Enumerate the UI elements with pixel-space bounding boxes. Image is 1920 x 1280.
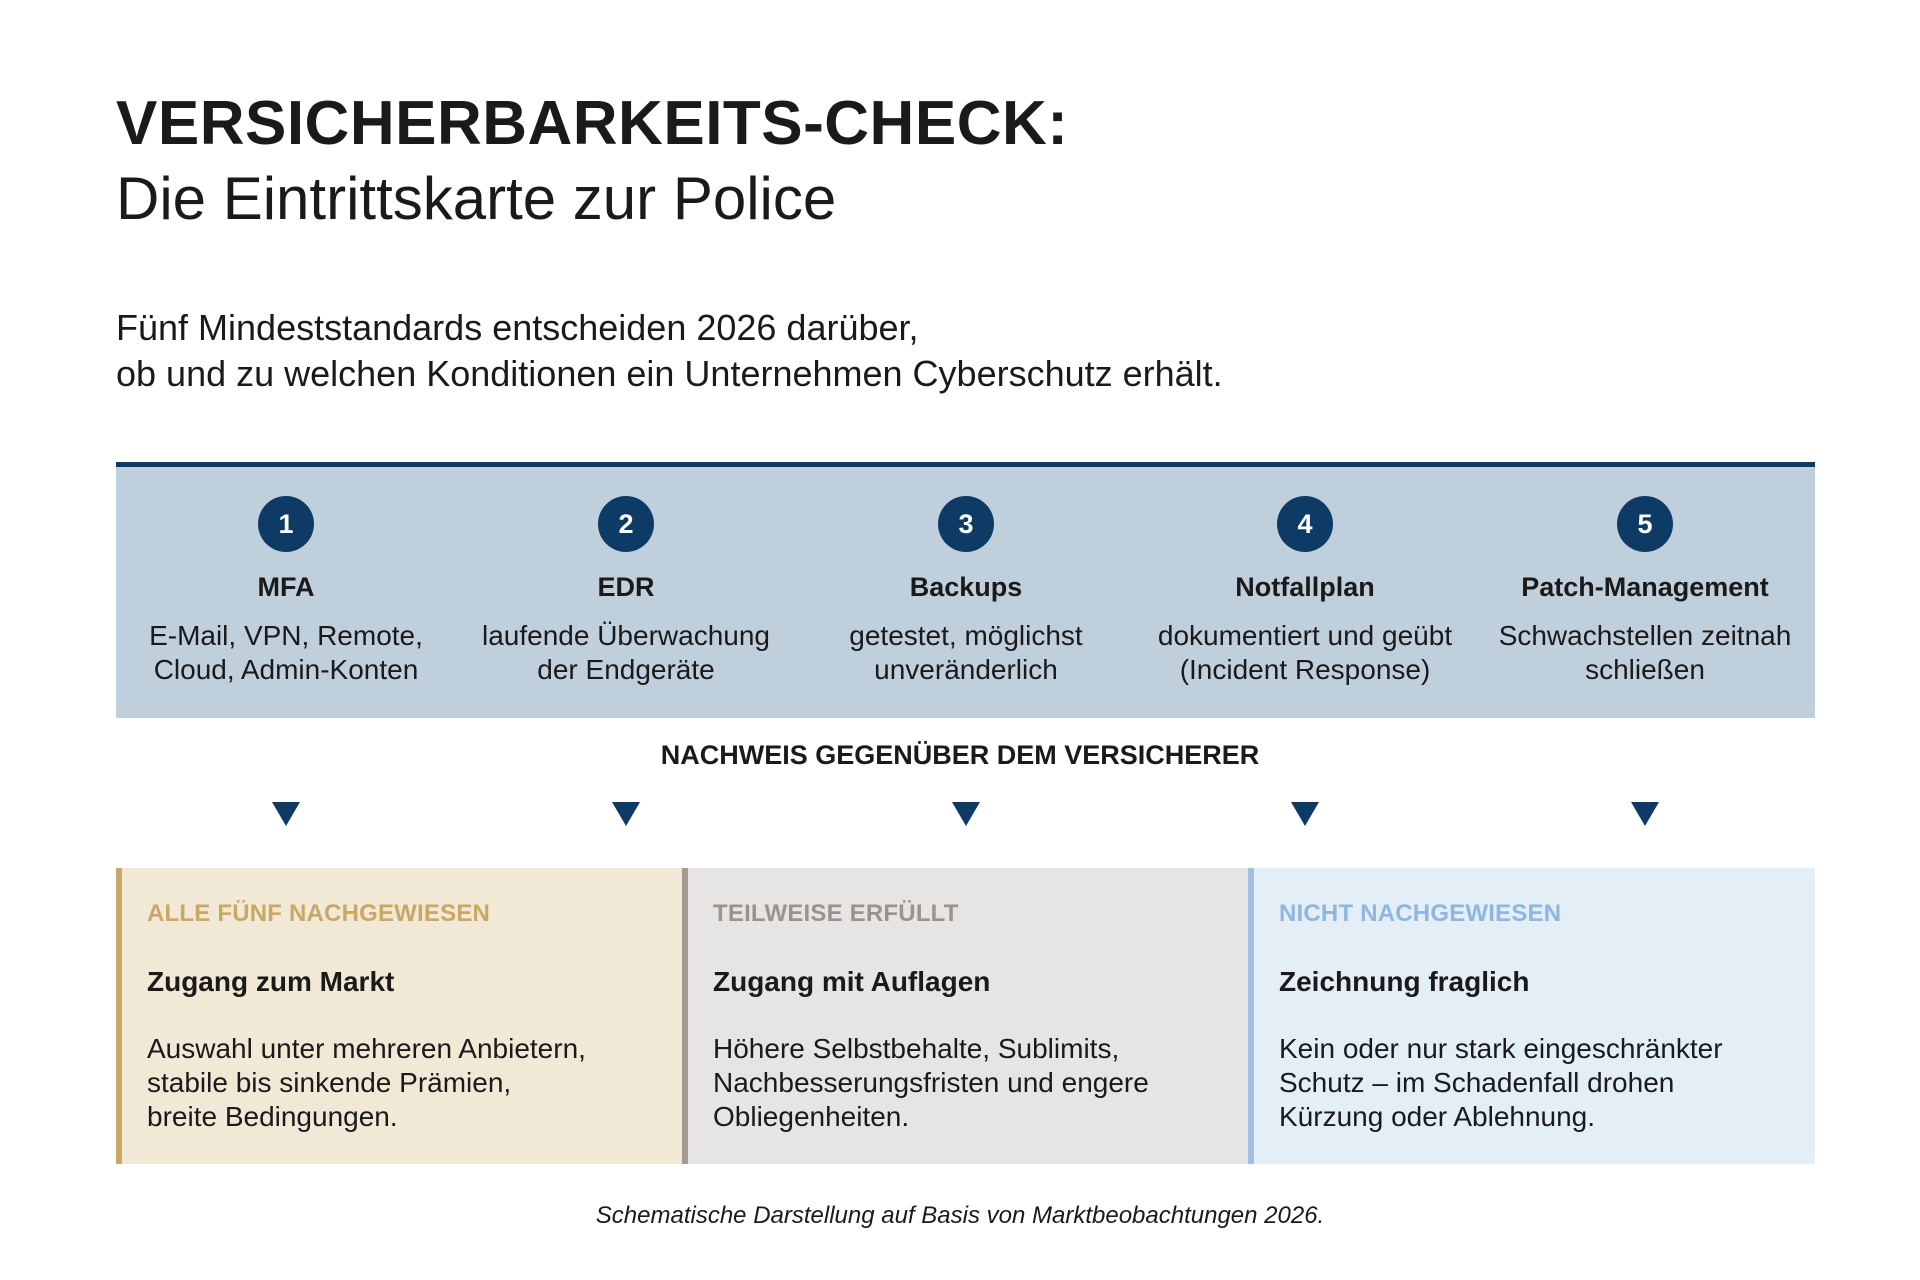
standard-desc-line: schließen: [1585, 654, 1705, 685]
outcome-desc-line: Obliegenheiten.: [713, 1101, 910, 1132]
proof-label: NACHWEIS GEGENÜBER DEM VERSICHERER: [660, 740, 1260, 770]
outcome-desc-line: stabile bis sinkende Prämien,: [147, 1067, 512, 1098]
standard-title: EDR: [597, 572, 655, 602]
outcome-label: TEILWEISE ERFÜLLT: [713, 900, 959, 927]
standard-desc-line: dokumentiert und geübt: [1157, 620, 1453, 651]
number-badge: 1: [258, 496, 314, 552]
standard-title: MFA: [257, 572, 315, 602]
outcome-desc-line: Nachbesserungsfristen und engere: [713, 1067, 1149, 1098]
arrow-down-icon: [952, 802, 980, 826]
outcome-partially-met: [682, 868, 1248, 1164]
outcome-title: Zugang zum Markt: [147, 966, 395, 997]
standard-edr: [456, 467, 796, 718]
standard-desc-line: getestet, möglichst: [849, 620, 1083, 651]
standard-description: [116, 619, 456, 687]
arrow-down-icon: [1631, 802, 1659, 826]
outcome-desc-line: Kein oder nur stark eingeschränkter: [1279, 1033, 1723, 1064]
standard-description: [456, 619, 796, 687]
arrow-down-icon: [272, 802, 300, 826]
intro-line-2: ob und zu welchen Konditionen ein Unternehmen Cyberschutz erhält.: [116, 353, 1223, 394]
standard-desc-line: E-Mail, VPN, Remote,: [149, 620, 423, 651]
outcome-all-proven: [116, 868, 682, 1164]
intro-line-1: Fünf Mindeststandards entscheiden 2026 darüber,: [116, 307, 919, 348]
standard-desc-line: Schwachstellen zeitnah: [1498, 620, 1792, 651]
standard-desc-line: der Endgeräte: [537, 654, 715, 685]
standard-notfallplan: [1135, 467, 1475, 718]
outcome-desc-line: Kürzung oder Ablehnung.: [1279, 1101, 1596, 1132]
standard-description: [1475, 619, 1815, 687]
standard-desc-line: unveränderlich: [874, 654, 1058, 685]
footnote: Schematische Darstellung auf Basis von Marktbeobachtungen 2026.: [595, 1202, 1325, 1229]
intro-text: [116, 305, 1223, 397]
outcome-title: Zeichnung fraglich: [1279, 966, 1530, 997]
standard-title: Notfallplan: [1235, 572, 1375, 602]
page-title: VERSICHERBARKEITS-CHECK:: [116, 89, 1069, 158]
standard-desc-line: Cloud, Admin-Konten: [153, 654, 419, 685]
standard-desc-line: laufende Überwachung: [482, 620, 770, 651]
standards-panel: [116, 462, 1815, 718]
standard-mfa: [116, 467, 456, 718]
number-badge: 5: [1617, 496, 1673, 552]
outcome-description: [713, 1032, 1149, 1134]
outcome-title: Zugang mit Auflagen: [713, 966, 991, 997]
outcome-not-proven: [1248, 868, 1815, 1164]
outcome-desc-line: Auswahl unter mehreren Anbietern,: [147, 1033, 586, 1064]
outcome-label: NICHT NACHGEWIESEN: [1279, 900, 1562, 927]
outcome-desc-line: breite Bedingungen.: [147, 1101, 398, 1132]
arrow-down-icon: [612, 802, 640, 826]
arrow-down-icon: [1291, 802, 1319, 826]
outcome-desc-line: Schutz – im Schadenfall drohen: [1279, 1067, 1675, 1098]
page-subtitle: Die Eintrittskarte zur Police: [116, 165, 837, 232]
number-badge: 4: [1277, 496, 1333, 552]
number-badge: 2: [598, 496, 654, 552]
standard-desc-line: (Incident Response): [1179, 654, 1431, 685]
standard-title: Patch-Management: [1521, 572, 1769, 602]
standard-backups: [796, 467, 1136, 718]
standard-patch-management: [1475, 467, 1815, 718]
outcome-description: [1279, 1032, 1723, 1134]
standard-description: [1135, 619, 1475, 687]
standard-description: [796, 619, 1136, 687]
number-badge: 3: [938, 496, 994, 552]
standard-title: Backups: [909, 572, 1023, 602]
outcome-label: ALLE FÜNF NACHGEWIESEN: [147, 900, 491, 927]
outcome-desc-line: Höhere Selbstbehalte, Sublimits,: [713, 1033, 1120, 1064]
outcome-description: [147, 1032, 586, 1134]
